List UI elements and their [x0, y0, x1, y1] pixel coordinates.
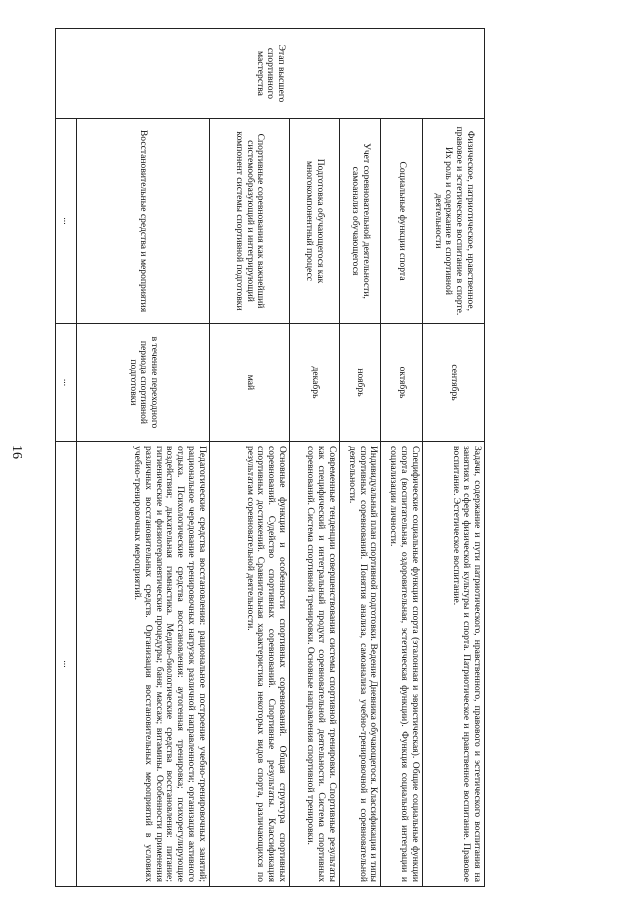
content-cell: Индивидуальный план спортивной подготовки. Ведение Дневника обучающегося. Классификация и типы спортивных соревнований. Понятия анализа, самоанализа учебно-тренировочной и соревновательной деятельности. [339, 442, 380, 887]
content-cell: Педагогические средства восстановления: рациональное построение учебно-тренировочных занятий; рациональное чередование тренировочных нагрузок различной направленности; организация активного отдыха. Психологические средства восстановления: аутогенная тренировка; психорегулирующие воздействия; дыхательная гимнастика. Медико-биологические средства восстановления: питание; гигиенические и физиотерапевтические процедуры; баня; массаж; витамины. Особенности применения различных восстановительных средств. Организация восстановительных мероприятий в условиях учебно-тренировочных мероприятий. [77, 442, 209, 887]
month-cell: ноябрь [339, 324, 380, 442]
table-row [209, 29, 289, 887]
page-number: 16 [9, 445, 24, 459]
topic-cell: Подготовка обучающегося как многокомпонентный процесс [289, 119, 339, 324]
table-row [339, 29, 380, 887]
month-cell: сентябрь [422, 324, 484, 442]
content-cell: Задачи, содержание и пути патриотического, нравственного, правового и эстетического воспитания на занятиях в сфере физической культуры и спорта. Патриотическое и нравственное воспитание. Правовое воспитание. Эстетическое воспитание. [422, 442, 484, 887]
table-row [56, 29, 77, 887]
content-cell: Специфические социальные функции спорта (эталонная и эвристическая). Общие социальные функции спорта (воспитательная, оздоровительная, эстетическая функции). Функция социальной интеграции и социализации личности. [381, 442, 422, 887]
month-cell: ... [56, 324, 77, 442]
topic-cell: Спортивные соревнования как важнейший системообразующий и интегрирующий компонент системы спортивной подготовки [209, 119, 289, 324]
table-row [381, 29, 422, 887]
month-cell: в течение переходного периода спортивной подготовки [77, 324, 209, 442]
content-cell: Основные функции и особенности спортивных соревнований. Общая структура спортивных соревнований. Судейство спортивных соревнований. Спортивные результаты. Классификация спортивных достижений. Сравнительная характеристика некоторых видов спорта, различающихся по результатам соревновательной деятельности. [209, 442, 289, 887]
topic-cell: Физическое, патриотическое, нравственное, правовое и эстетическое воспитание в спорте. Их роль и содержание в спортивной деятельности [422, 119, 484, 324]
topic-cell: Социальные функции спорта [381, 119, 422, 324]
rotated-table-container [55, 28, 485, 886]
content-cell: ... [56, 442, 77, 887]
topic-cell: Учет соревновательной деятельности, самоанализ обучающегося [339, 119, 380, 324]
month-cell: декабрь [289, 324, 339, 442]
topic-cell: ... [56, 119, 77, 324]
month-cell: октябрь [381, 324, 422, 442]
stage-cell: Этап высшего спортивного мастерства [56, 29, 485, 119]
curriculum-table [55, 28, 485, 887]
content-cell: Современные тенденции совершенствования системы спортивной тренировки. Спортивные результаты как специфический и интегральный продукт соревновательной деятельности. Система спортивных соревнований. Система спортивной тренировки. Основные направления спортивной тренировки. [289, 442, 339, 887]
table-row [289, 29, 339, 887]
month-cell: май [209, 324, 289, 442]
table-row [77, 29, 209, 887]
table-row [422, 29, 484, 887]
topic-cell: Восстановительные средства и мероприятия [77, 119, 209, 324]
